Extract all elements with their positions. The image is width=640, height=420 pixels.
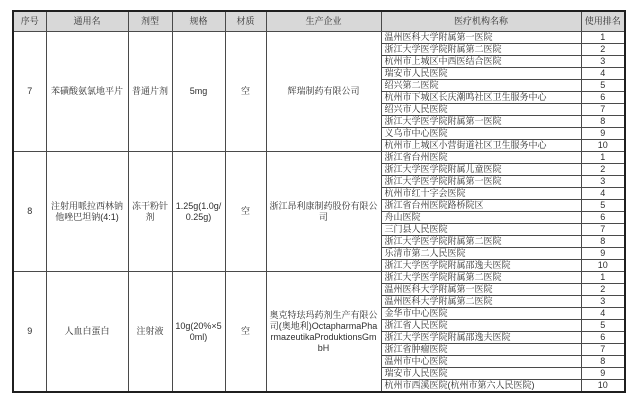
- header-institution: 医疗机构名称: [381, 11, 581, 32]
- cell-hospital: 杭州市上城区中西医结合医院: [381, 56, 581, 68]
- cell-hospital: 舟山医院: [381, 212, 581, 224]
- cell-rank: 8: [581, 116, 625, 128]
- cell-no: 9: [13, 272, 46, 393]
- cell-hospital: 浙江省台州医院: [381, 152, 581, 164]
- cell-rank: 9: [581, 368, 625, 380]
- cell-dosage-form: 冻干粉针剂: [128, 152, 172, 272]
- table-row: [13, 32, 625, 44]
- cell-hospital: 浙江省台州医院路桥院区: [381, 200, 581, 212]
- cell-hospital: 杭州市西溪医院(杭州市第六人民医院): [381, 380, 581, 393]
- cell-hospital: 浙江大学医学院附属第一医院: [381, 116, 581, 128]
- cell-spec: 5mg: [172, 32, 225, 152]
- cell-rank: 10: [581, 140, 625, 152]
- cell-rank: 4: [581, 308, 625, 320]
- cell-hospital: 杭州市上城区小营街道社区卫生服务中心: [381, 140, 581, 152]
- table-row: [13, 152, 625, 164]
- header-manufacturer: 生产企业: [266, 11, 381, 32]
- cell-hospital: 温州市中心医院: [381, 356, 581, 368]
- cell-dosage-form: 注射液: [128, 272, 172, 393]
- cell-generic-name: 注射用哌拉西林钠他唑巴坦钠(4:1): [46, 152, 128, 272]
- cell-rank: 7: [581, 224, 625, 236]
- cell-hospital: 绍兴市人民医院: [381, 104, 581, 116]
- header-generic-name: 通用名: [46, 11, 128, 32]
- cell-rank: 1: [581, 272, 625, 284]
- cell-hospital: 三门县人民医院: [381, 224, 581, 236]
- cell-rank: 6: [581, 332, 625, 344]
- cell-hospital: 浙江大学医学院附属儿童医院: [381, 164, 581, 176]
- cell-hospital: 乐清市第二人民医院: [381, 248, 581, 260]
- cell-manufacturer: 奥克特珐玛药剂生产有限公司(奥地利)OctapharmaPharmazeutikaProduktionsGmbH: [266, 272, 381, 393]
- cell-rank: 1: [581, 152, 625, 164]
- cell-rank: 3: [581, 56, 625, 68]
- cell-spec: 10g(20%×50ml): [172, 272, 225, 393]
- cell-hospital: 浙江大学医学院附属第二医院: [381, 236, 581, 248]
- cell-hospital: 浙江大学医学院附属邵逸夫医院: [381, 260, 581, 272]
- cell-material: 空: [225, 272, 266, 393]
- cell-spec: 1.25g(1.0g/0.25g): [172, 152, 225, 272]
- cell-rank: 6: [581, 212, 625, 224]
- cell-rank: 9: [581, 128, 625, 140]
- cell-rank: 10: [581, 380, 625, 393]
- cell-material: 空: [225, 152, 266, 272]
- header-usage-rank: 使用排名: [581, 11, 625, 32]
- cell-hospital: 浙江省肿瘤医院: [381, 344, 581, 356]
- cell-hospital: 瑞安市人民医院: [381, 368, 581, 380]
- header-row: [13, 11, 625, 32]
- cell-hospital: 绍兴第二医院: [381, 80, 581, 92]
- cell-hospital: 温州医科大学附属第二医院: [381, 296, 581, 308]
- cell-rank: 7: [581, 104, 625, 116]
- cell-generic-name: 人血白蛋白: [46, 272, 128, 393]
- cell-rank: 8: [581, 356, 625, 368]
- cell-manufacturer: 辉瑞制药有限公司: [266, 32, 381, 152]
- cell-hospital: 金华市中心医院: [381, 308, 581, 320]
- cell-hospital: 浙江大学医学院附属第一医院: [381, 176, 581, 188]
- cell-rank: 7: [581, 344, 625, 356]
- header-dosage-form: 剂型: [128, 11, 172, 32]
- cell-manufacturer: 浙江昂利康制药股份有限公司: [266, 152, 381, 272]
- cell-hospital: 浙江大学医学院附属第二医院: [381, 44, 581, 56]
- cell-rank: 5: [581, 80, 625, 92]
- cell-generic-name: 苯磺酸氨氯地平片: [46, 32, 128, 152]
- cell-rank: 3: [581, 296, 625, 308]
- cell-dosage-form: 普通片剂: [128, 32, 172, 152]
- cell-hospital: 杭州市下城区长庆潮鸣社区卫生服务中心: [381, 92, 581, 104]
- cell-rank: 4: [581, 68, 625, 80]
- cell-rank: 1: [581, 32, 625, 44]
- cell-material: 空: [225, 32, 266, 152]
- cell-rank: 3: [581, 176, 625, 188]
- cell-hospital: 杭州市红十字会医院: [381, 188, 581, 200]
- cell-rank: 2: [581, 164, 625, 176]
- cell-no: 7: [13, 32, 46, 152]
- header-spec: 规格: [172, 11, 225, 32]
- cell-rank: 2: [581, 284, 625, 296]
- cell-rank: 10: [581, 260, 625, 272]
- header-material: 材质: [225, 11, 266, 32]
- cell-hospital: 浙江大学医学院附属邵逸夫医院: [381, 332, 581, 344]
- cell-hospital: 温州医科大学附属第一医院: [381, 32, 581, 44]
- cell-hospital: 义乌市中心医院: [381, 128, 581, 140]
- cell-rank: 5: [581, 200, 625, 212]
- cell-rank: 5: [581, 320, 625, 332]
- drug-usage-ranking-table: [12, 10, 626, 393]
- cell-hospital: 瑞安市人民医院: [381, 68, 581, 80]
- cell-rank: 4: [581, 188, 625, 200]
- cell-rank: 9: [581, 248, 625, 260]
- table-row: [13, 272, 625, 284]
- header-no: 序号: [13, 11, 46, 32]
- cell-rank: 2: [581, 44, 625, 56]
- cell-hospital: 浙江大学医学院附属第二医院: [381, 272, 581, 284]
- cell-rank: 8: [581, 236, 625, 248]
- cell-no: 8: [13, 152, 46, 272]
- cell-rank: 6: [581, 92, 625, 104]
- cell-hospital: 浙江省人民医院: [381, 320, 581, 332]
- cell-hospital: 温州医科大学附属第一医院: [381, 284, 581, 296]
